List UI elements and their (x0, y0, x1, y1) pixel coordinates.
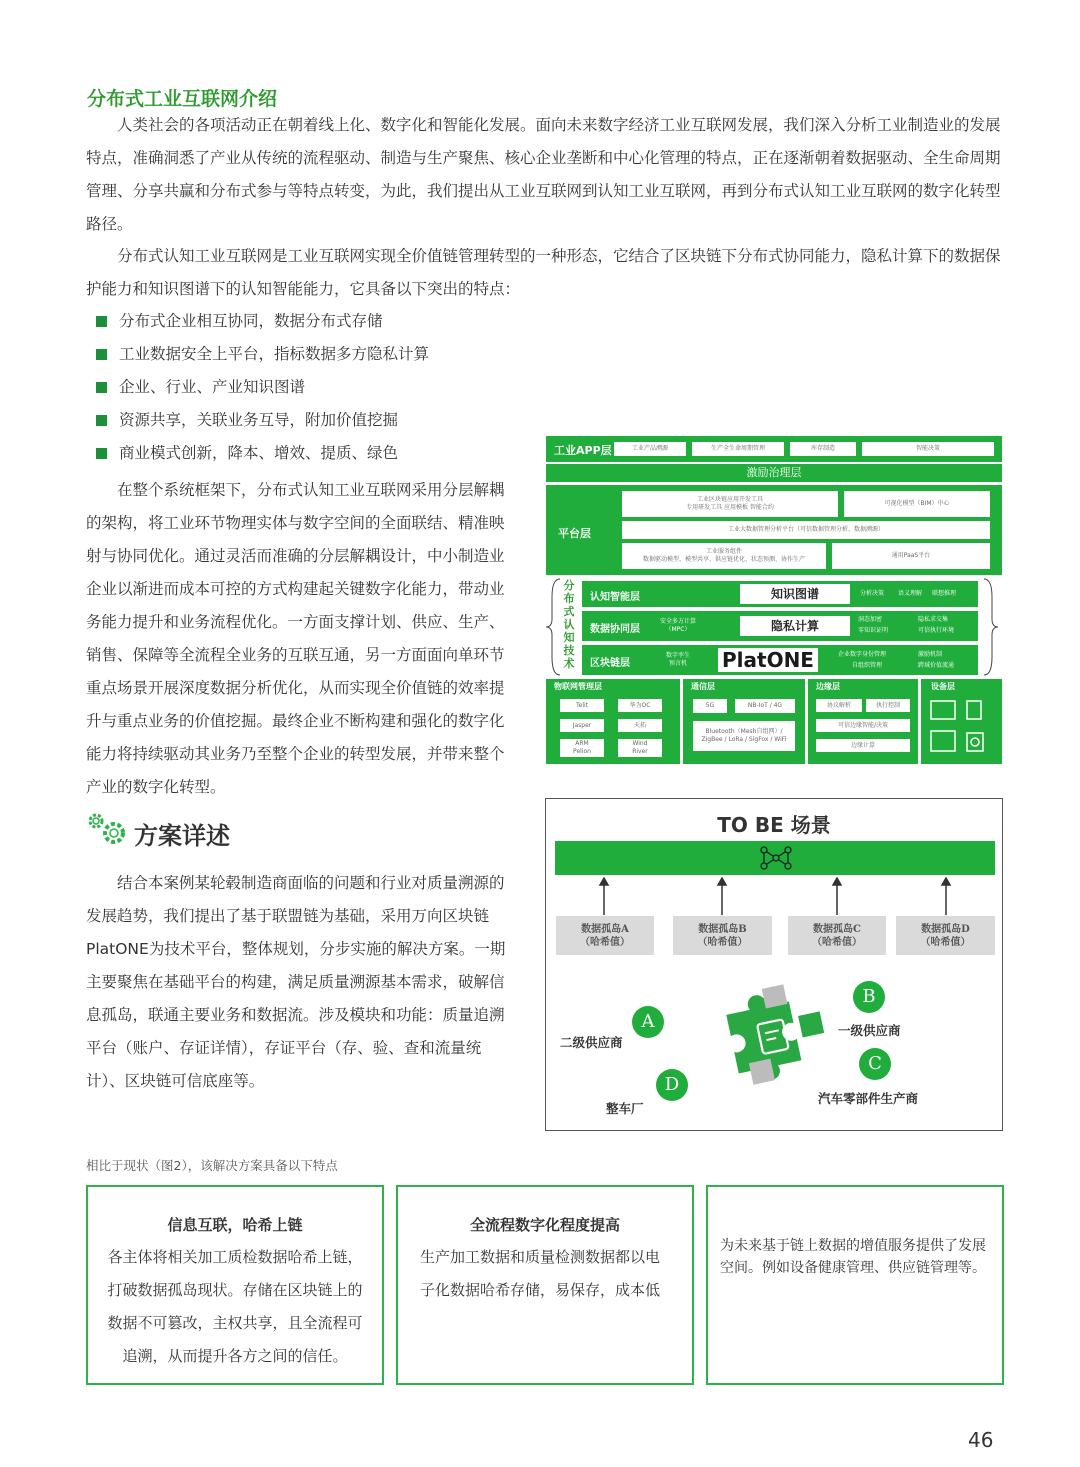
section-title: 方案详述 (134, 822, 230, 850)
data-island-d: 数据孤岛D （哈希值） (896, 916, 995, 955)
edge-layer: 边缘层 协议解析 执行控制 可信边缘智能/决策 边缘计算 (808, 679, 918, 764)
card-body: 各主体将相关加工质检数据哈希上链，打破数据孤岛现状。存储在区块链上的数据不可篡改，主权共享，且全流程可追溯，从而提升各方之间的信任。 (107, 1248, 363, 1365)
list-item: 资源共享，关联业务互导，附加价值挖掘 (96, 404, 536, 437)
feature-list (96, 305, 536, 470)
device-icons (927, 697, 997, 761)
platone-logo: PlatONE (718, 648, 818, 672)
collab-layer: 数据协同层 安全多方计算 （MPC） 隐私计算 洞态加密 隐私求交集 零知识证明 可信执行环境 (582, 611, 978, 641)
bullet-square-icon (96, 415, 107, 426)
iot-layer: 物联网管理层 Telit 华为OC Jasper 天拓 ARM Pelion Wind River (546, 679, 680, 764)
data-island-b: 数据孤岛B （哈希值） (673, 916, 772, 955)
data-island-c: 数据孤岛C （哈希值） (788, 916, 886, 955)
features-caption: 相比于现状（图2），该解决方案具备以下特点 (86, 1158, 338, 1173)
card-title: 全流程数字化程度提高 (469, 1216, 620, 1234)
intro-paragraph-3: 在整个系统框架下，分布式认知工业互联网采用分层解耦的架构，将工业环节物理实体与数字空间的全面联结、精准映射与协同优化。通过灵活而准确的分层解耦设计，中小制造业企业以渐进而成本可控的方式构建起关键数字化能力，带动业务能力提升和业务流程优化。一方面支撑计划、供应、生产、销售、保障等全流程全业务的互联互通，另一方面面向单环节重点场景开展深度数据分析优化，从而实现全价值链的效率提升与重点业务的价值挖掘。最终企业不断构建和强化的数字化能力将持续驱动其业务乃至整个企业的转型发展，并带来整个产业的数字化转型。 (86, 481, 505, 796)
architecture-diagram (546, 436, 1002, 766)
platform-layer: 平台层 工业区块链应用开发工具 专用研发工具 应用模板 智能合约 可视化模型（BIM）中心 工业大数据管理分析平台（可信数据管理分析、数据溯源） 工业服务组件 数据驱动模型、模型共享、供应链优化、状态预测、协作生产 通用PaaS平台 (546, 485, 1002, 575)
tobe-title: TO BE 场景 (717, 813, 831, 837)
intro-paragraph-2: 分布式认知工业互联网是工业互联网实现全价值链管理转型的一种形态，它结合了区块链下分布式协同能力，隐私计算下的数据保护能力和知识图谱下的认知智能能力，它具备以下突出的特点： (86, 247, 1001, 298)
device-layer: 设备层 (921, 679, 1002, 764)
node-d-badge: D (656, 1069, 688, 1101)
puzzle-icon (716, 981, 836, 1093)
bullet-square-icon (96, 448, 107, 459)
list-item: 工业数据安全上平台，指标数据多方隐私计算 (96, 338, 536, 371)
list-item: 分布式企业相互协同，数据分布式存储 (96, 305, 536, 338)
feature-card-3 (706, 1185, 1004, 1385)
chain-layer: 区块链层 数字孪生 预言机 PlatONE 企业数字身份管理 激励机制 自组织管理 跨域价值流通 (582, 645, 978, 675)
intro-heading: 分布式工业互联网介绍 (87, 88, 278, 110)
side-label: 分布式认知技术 (563, 579, 575, 670)
card-body: 生产加工数据和质量检测数据都以电子化数据哈希存储，易保存，成本低 (420, 1248, 661, 1299)
feature-card-1 (86, 1185, 384, 1385)
bullet-square-icon (96, 382, 107, 393)
feature-card-2 (396, 1185, 694, 1385)
node-d-label: 整车厂 (606, 1101, 644, 1116)
blockchain-bar (555, 841, 995, 875)
card-title: 信息互联，哈希上链 (167, 1216, 303, 1234)
node-a-label: 二级供应商 (560, 1035, 623, 1050)
bullet-square-icon (96, 349, 107, 360)
bullet-square-icon (96, 316, 107, 327)
comm-layer: 通信层 5G NB-IoT / 4G Bluetooth（Mesh自组网）/ ZigBee / LoRa / SigFox / WiFi (683, 679, 805, 764)
tobe-diagram (545, 798, 1003, 1131)
node-b-label: 一级供应商 (838, 1023, 901, 1038)
upload-arrows (546, 877, 1002, 917)
network-icon (758, 845, 794, 871)
node-a-badge: A (632, 1006, 664, 1038)
node-b-badge: B (853, 981, 885, 1013)
node-c-badge: C (859, 1048, 891, 1080)
knowledge-layer: 认知智能层 知识图谱 分析决策 语义理解 联想推理 (582, 581, 978, 607)
app-layer: 工业APP层 工业产品溯源 生产全生命周期管理 库存制造 智能决策 (546, 436, 1002, 462)
page-number: 46 (968, 1428, 994, 1452)
list-item: 商业模式创新，降本、增效、提质、绿色 (96, 437, 536, 470)
section-paragraph: 结合本案例某轮毂制造商面临的问题和行业对质量溯源的发展趋势，我们提出了基于联盟链为基础，采用万向区块链PlatONE为技术平台，整体规划，分步实施的解决方案。一期主要聚焦在基础平台的构建，满足质量溯源基本需求，破解信息孤岛，联通主要业务和数据流。涉及模块和功能：质量追溯平台（账户、存证详情），存证平台（存、验、查和流量统计）、区块链可信底座等。 (86, 874, 506, 1090)
gears-icon (84, 809, 132, 849)
intro-paragraph-1: 人类社会的各项活动正在朝着线上化、数字化和智能化发展。面向未来数字经济工业互联网发展，我们深入分析工业制造业的发展特点，准确洞悉了产业从传统的流程驱动、制造与生产聚焦、核心企业垄断和中心化管理的特点，正在逐渐朝着数据驱动、全生命周期管理、分享共赢和分布式参与等特点转变，为此，我们提出从工业互联网到认知工业互联网，再到分布式认知工业互联网的数字化转型路径。 (86, 116, 1001, 233)
node-c-label: 汽车零部件生产商 (818, 1091, 919, 1106)
data-island-a: 数据孤岛A （哈希值） (556, 916, 654, 955)
incentive-layer: 激励治理层 (546, 464, 1002, 482)
list-item: 企业、行业、产业知识图谱 (96, 371, 536, 404)
card-body: 为未来基于链上数据的增值服务提供了发展空间。例如设备健康管理、供应链管理等。 (720, 1238, 986, 1276)
